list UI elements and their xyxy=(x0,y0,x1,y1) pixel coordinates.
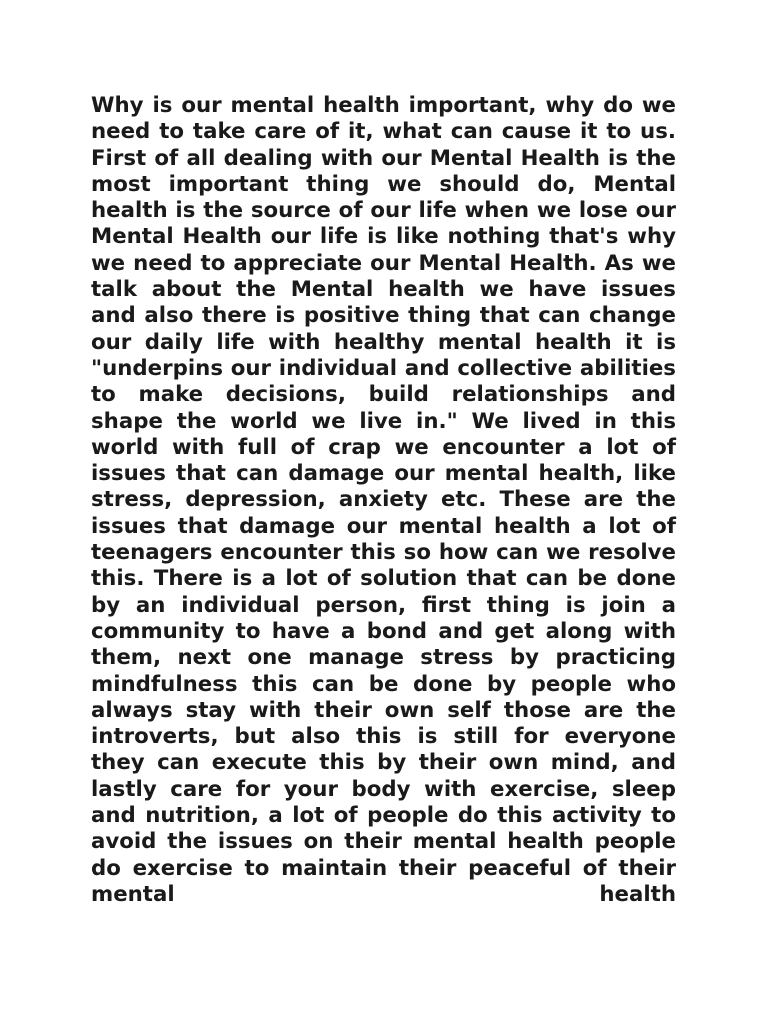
body-paragraph: Why is our mental health important, why do we need to take care of it, what can cause it to us. First of all dealing with our Mental Health is the most important thing we should do, Mental health is the source of our life when we lose our Mental Health our life is like nothing that's why we need to appreciate our Mental Health. As we talk about the Mental health we have issues and also there is positive thing that can change our daily life with healthy mental health it is "underpins our individual and collective abilities to make decisions, build relationships and shape the world we live in." We lived in this world with full of crap we encounter a lot of issues that can damage our mental health, like stress, depression, anxiety etc. These are the issues that damage our mental health a lot of teenagers encounter this so how can we resolve this. There is a lot of solution that can be done by an individual person, first thing is join a community to have a bond and get along with them, next one manage stress by practicing mindfulness this can be done by people who always stay with their own self those are the introverts, but also this is still for everyone they can execute this by their own mind, and lastly care for your body with exercise, sleep and nutrition, a lot of people do this activity to avoid the issues on their mental health people do exercise to maintain their peaceful of their mental health xyxy=(91,93,676,907)
